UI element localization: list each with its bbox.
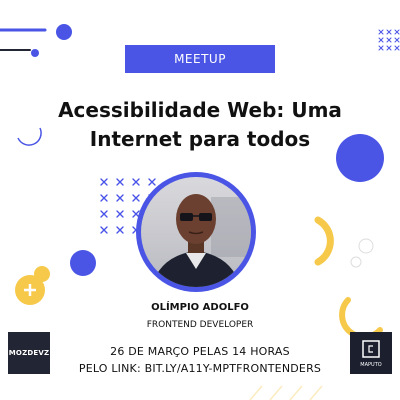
- maputo-logo-icon: [350, 332, 392, 374]
- decor-x-mark: [395, 38, 399, 42]
- mozdevz-logo-text: MOZDEVZ: [8, 349, 50, 357]
- decor-x-mark: [379, 30, 383, 34]
- decor-x-mark: [101, 195, 107, 201]
- decor-white-circle: [359, 239, 373, 253]
- decor-x-mark: [117, 195, 123, 201]
- decor-yellow-arc: [318, 220, 330, 262]
- speaker-role: FRONTEND DEVELOPER: [146, 320, 254, 330]
- decor-dot-small: [31, 49, 39, 57]
- decor-x-mark: [387, 46, 391, 50]
- decor-x-mark: [117, 211, 123, 217]
- decor-x-mark: [379, 38, 383, 42]
- event-title-line1: Acessibilidade Web: Uma: [58, 98, 342, 122]
- decor-yellow-small: [34, 266, 50, 282]
- decor-x-mark: [117, 179, 123, 185]
- decor-x-mark: [133, 195, 139, 201]
- decor-x-mark: [379, 46, 383, 50]
- decor-x-grid-right: [379, 30, 399, 50]
- decor-x-mark: [101, 211, 107, 217]
- event-title-line2: Internet para todos: [89, 127, 311, 151]
- meetup-badge-label: MEETUP: [174, 52, 226, 66]
- decor-dot-blue: [56, 24, 72, 40]
- speaker-photo: [136, 172, 256, 292]
- decor-x-mark: [117, 227, 123, 233]
- decor-x-mark: [395, 30, 399, 34]
- decor-x-mark: [101, 179, 107, 185]
- decor-x-mark: [387, 30, 391, 34]
- event-link[interactable]: PELO LINK: BIT.LY/A11Y-MPTFRONTENDERS: [78, 362, 322, 375]
- speaker-portrait-icon: [141, 177, 251, 287]
- mozdevz-logo: [8, 332, 50, 374]
- decor-x-mark: [395, 46, 399, 50]
- speaker-name: OLÍMPIO ADOLFO: [151, 302, 249, 313]
- event-date: 26 DE MARÇO PELAS 14 HORAS: [110, 345, 290, 358]
- decor-x-mark: [387, 38, 391, 42]
- maputo-logo-text: MAPUTO: [360, 362, 382, 368]
- event-title: [20, 96, 380, 154]
- meetup-badge: [125, 45, 275, 73]
- maputo-frontenders-logo: [350, 332, 392, 374]
- decor-x-mark: [149, 179, 155, 185]
- decor-white-circle: [351, 257, 361, 267]
- decor-x-mark: [133, 179, 139, 185]
- decor-x-mark: [101, 227, 107, 233]
- decor-circle-blue-mid: [70, 250, 96, 276]
- decor-stripes: [250, 386, 322, 400]
- speaker-photo-inner: [141, 177, 251, 287]
